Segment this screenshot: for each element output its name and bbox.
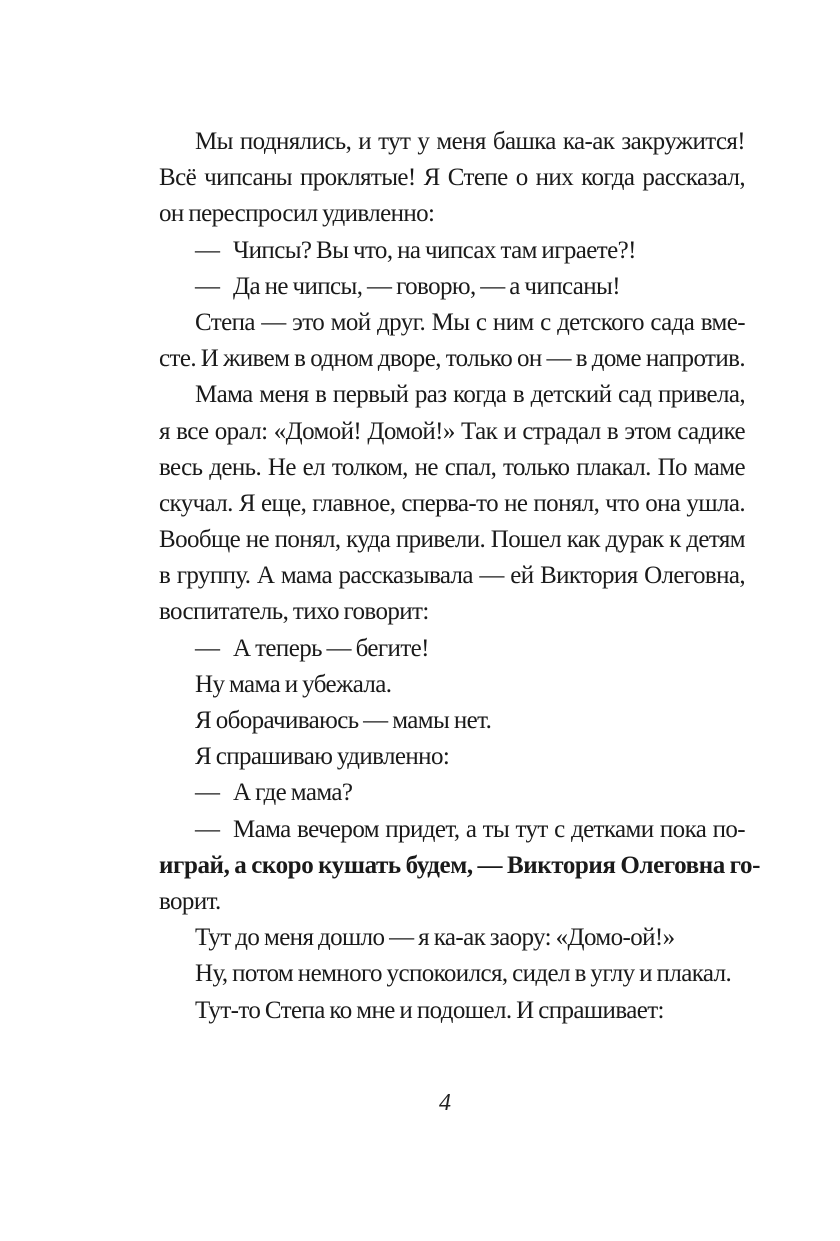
em-dash: — [195, 272, 220, 300]
em-dash: — [195, 634, 220, 662]
text-line: Мы поднялись, и тут у меня башка ка-ак закружится! [195, 128, 745, 155]
text-line: ворит. [159, 887, 221, 915]
page-number: 4 [439, 1090, 451, 1116]
dialogue-line: — А где мама? [159, 775, 745, 811]
em-dash: — [195, 236, 220, 264]
text-line: Ну, потом немного успокоился, сидел в углу и плакал. [195, 960, 732, 988]
text-line: Тут до меня дошло — я ка-ак заору: «Домо-ой!» [195, 924, 675, 952]
text-line: Мама меня в первый раз когда в детский сад привела, [195, 381, 745, 409]
text-line: Тут-то Степа ко мне и подошел. И спрашивает: [195, 996, 664, 1024]
text-line: скучал. Я еще, главное, сперва-то не понял, что она ушла. [159, 489, 745, 517]
text-line: воспитатель, тихо говорит: [159, 598, 429, 626]
dialogue-line: — А теперь — бегите! [159, 631, 745, 667]
text-line: в группу. А мама рассказывала — ей Виктория Олеговна, [159, 562, 745, 590]
text-line: я все орал: «Домой! Домой!» Так и страдал в этом садике [159, 417, 745, 445]
text-line: он переспросил удивленно: [159, 200, 435, 228]
dialogue-line: — Чипсы? Вы что, на чипсах там играете?! [159, 233, 745, 269]
text-line: Я оборачиваюсь — мамы нет. [195, 707, 492, 734]
text-line: весь день. Не ел толком, не спал, только плакал. По маме [159, 453, 745, 481]
text-line: играй, а скоро кушать будем, — Виктория Олеговна го- [159, 851, 760, 879]
text-line: Степа — это мой друг. Мы с ним с детского сада вме- [195, 308, 745, 336]
text-line: Вообще не понял, куда привели. Пошел как дурак к детям [159, 526, 745, 554]
em-dash: — [195, 815, 220, 843]
text-line: Я спрашиваю удивленно: [195, 743, 450, 771]
dialogue-line: — Да не чипсы, — говорю, — а чипсаны! [159, 269, 745, 305]
text-line: сте. И живем в одном дворе, только он — в доме напротив. [159, 345, 745, 373]
body-text [159, 124, 760, 1029]
em-dash: — [195, 779, 220, 807]
text-line: Ну мама и убежала. [195, 670, 392, 698]
text-line: Всё чипсаны проклятые! Я Степе о них когда рассказал, [159, 164, 745, 192]
dialogue-line: — Мама вечером придет, а ты тут с детками пока по- [159, 812, 745, 848]
